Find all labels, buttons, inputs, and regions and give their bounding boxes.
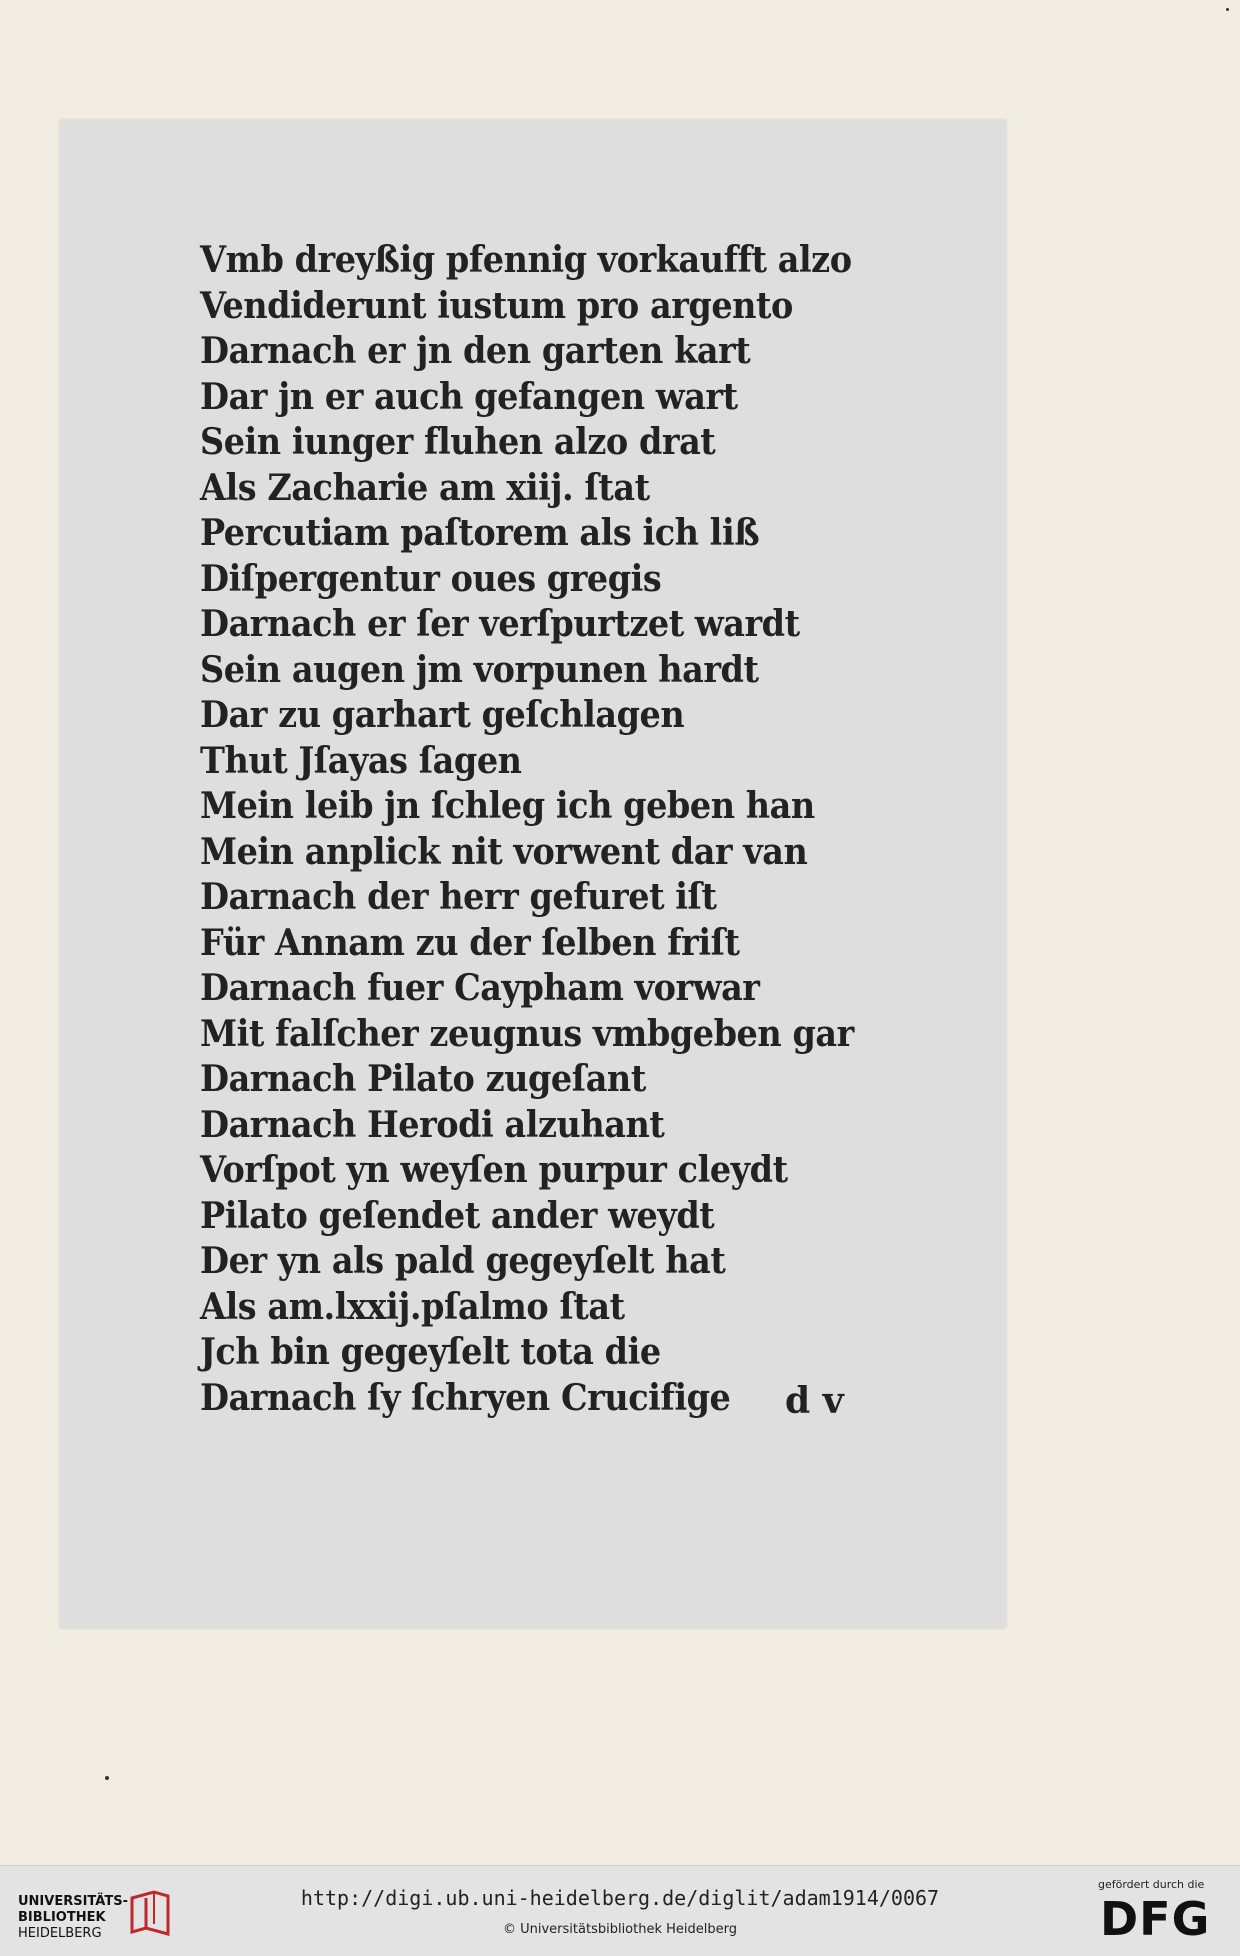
signature-mark: d v — [785, 1380, 844, 1422]
verse-line: Vorſpot yn weyſen purpur cleydt — [200, 1149, 788, 1191]
document-url-link[interactable]: http://digi.ub.uni-heidelberg.de/diglit/adam1914/0067 — [300, 1886, 940, 1910]
verse-line: Diſpergentur oues gregis — [200, 557, 662, 600]
verse-line: Dar jn er auch gefangen wart — [200, 375, 738, 418]
verse-line: Darnach fuer Caypham vorwar — [200, 967, 760, 1009]
verse-line: Als Zacharie am xiij. ſtat — [200, 466, 650, 509]
verse-line: Für Annam zu der ſelben friſt — [200, 921, 740, 964]
verse-line: Vmb dreyßig pfennig vorkaufft alzo — [200, 239, 852, 281]
verse-line: Mit falſcher zeugnus vmbgeben gar — [200, 1012, 854, 1055]
copyright-notice: © Universitätsbibliothek Heidelberg — [502, 1922, 737, 1937]
verse-text-block — [200, 238, 854, 1421]
verse-line: Darnach er jn den garten kart — [200, 330, 751, 372]
funding-note: gefördert durch die — [1098, 1878, 1205, 1891]
verse-line: Sein iunger fluhen alzo drat — [200, 421, 716, 463]
verse-line: Pilato geſendet ander weydt — [200, 1194, 715, 1237]
verse-line: Darnach Pilato zugeſant — [200, 1058, 646, 1100]
verse-line: Percutiam paſtorem als ich liß — [200, 512, 760, 554]
verse-line: Sein augen jm vorpunen hardt — [200, 648, 759, 691]
verse-line: Darnach ſy ſchryen Crucifige — [200, 1376, 731, 1419]
verse-line: Der yn als pald gegeyſelt hat — [200, 1240, 726, 1282]
verse-line: Jch bin gegeyſelt tota die — [200, 1331, 661, 1373]
library-name-line1: UNIVERSITÄTS- — [18, 1894, 128, 1909]
verse-line: Darnach Herodi alzuhant — [200, 1103, 665, 1146]
dfg-logo[interactable]: DFG — [1100, 1892, 1211, 1946]
footer-bar — [0, 1865, 1240, 1956]
dust-speck — [1226, 8, 1229, 11]
verse-line: Thut Jſayas ſagen — [200, 739, 522, 782]
verse-line: Mein leib jn ſchleg ich geben han — [200, 785, 815, 827]
verse-line: Dar zu garhart geſchlagen — [200, 694, 685, 736]
library-name-line2: BIBLIOTHEK — [18, 1910, 106, 1925]
verse-line: Mein anplick nit vorwent dar van — [200, 830, 808, 873]
library-name-line3: HEIDELBERG — [18, 1926, 102, 1941]
verse-line: Vendiderunt iustum pro argento — [200, 284, 793, 327]
dust-speck — [105, 1776, 109, 1780]
verse-line: Als am.lxxij.pſalmo ſtat — [200, 1285, 625, 1328]
verse-line: Darnach er ſer verſpurtzet wardt — [200, 603, 800, 645]
verse-line: Darnach der herr gefuret iſt — [200, 876, 717, 918]
